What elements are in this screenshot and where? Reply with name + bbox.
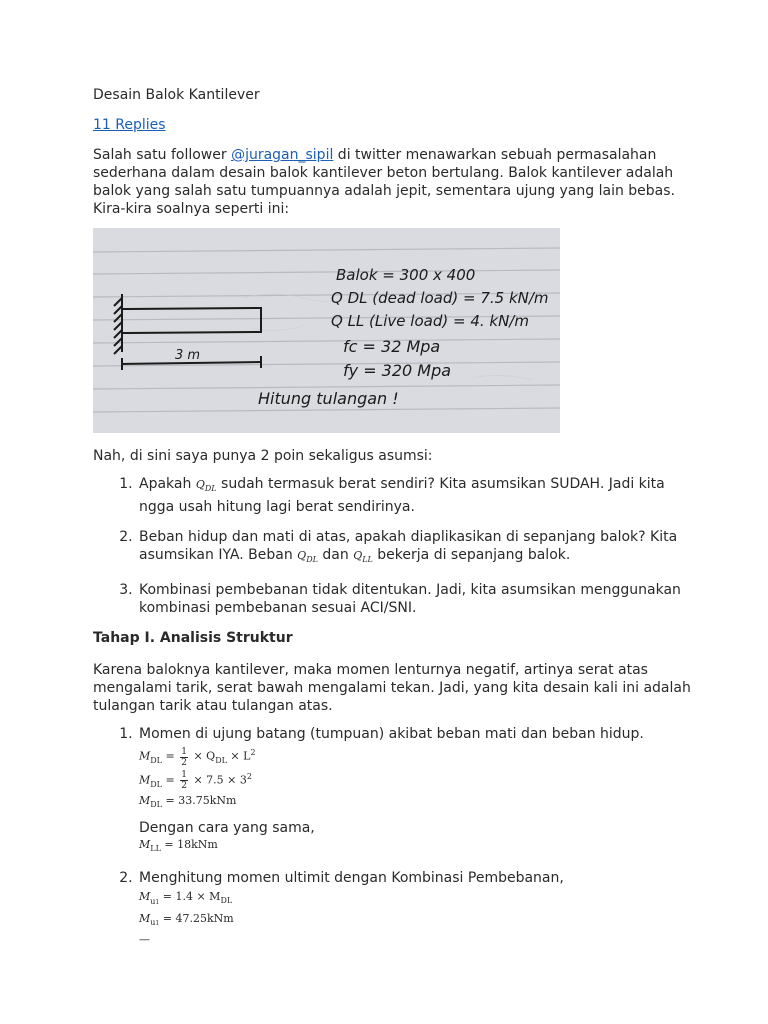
sketch-line-5: fy = 320 Mpa	[343, 361, 452, 380]
list-item	[137, 528, 693, 569]
step-list	[93, 725, 693, 947]
span-label: 3 m	[175, 348, 201, 363]
step-2-text: Menghitung momen ultimit dengan Kombinasi Pembebanan,	[139, 870, 564, 887]
list-item: 3. Kombinasi pembebanan tidak ditentukan. Jadi, kita asumsikan menggunakan kombinasi pembebanan sesuai ACI/SNI.	[137, 581, 693, 617]
equation-block	[139, 889, 693, 947]
equation-block	[139, 745, 693, 813]
sketch-line-2: Q DL (dead load) = 7.5 kN/m	[331, 289, 549, 307]
assumption-2-text-mid: dan	[317, 547, 354, 564]
sketch-line-3: Q LL (Live load) = 4. kN/m	[331, 312, 529, 330]
step-1-text: Momen di ujung batang (tumpuan) akibat beban mati dan beban hidup.	[139, 726, 644, 743]
same-method-text: Dengan cara yang sama,	[139, 820, 315, 837]
list-item	[137, 475, 693, 516]
math-q-dl: $Q_{DL}$	[297, 549, 318, 565]
assumption-list	[93, 475, 693, 617]
sketch-line-1: Balok = 300 x 400	[336, 266, 476, 284]
analysis-paragraph: Karena baloknya kantilever, maka momen lenturnya negatif, artinya serat atas mengalami tarik, serat bawah mengalami tekan. Jadi, yang kita desain kali ini adalah tulangan tarik atau tulangan atas.	[93, 662, 691, 715]
section-heading: Tahap I. Analisis Struktur	[93, 630, 293, 647]
equation-dash: —	[139, 932, 150, 946]
equation: $M_{u1} = 1.4 \times M_{DL}$	[139, 890, 233, 906]
assumption-1-text-after: sudah termasuk berat sendiri? Kita asumsikan SUDAH. Jadi kita ngga usah hitung lagi berat sendirinya.	[139, 476, 665, 516]
equation: $M_{DL} = 33.75kNm$	[139, 794, 237, 810]
page-title: Desain Balok Kantilever	[93, 87, 260, 103]
sketch-line-6: Hitung tulangan !	[258, 389, 399, 408]
article	[93, 86, 693, 960]
assumption-1-text: Apakah	[139, 476, 196, 492]
math-q-dl: $Q_{DL}$	[195, 478, 217, 494]
list-item	[137, 725, 693, 857]
handwritten-problem-photo	[93, 228, 560, 433]
equation: $M_{DL}$ = $\frac{1}{2}$ × $Q_{DL} \times L^2$	[139, 746, 256, 768]
equation: $M_{u1} = 47.25kNm$	[139, 911, 234, 927]
assumption-2-text: Beban hidup dan mati di atas, apakah diaplikasikan di sepanjang balok? Kita asumsikan IYA. Beban	[139, 529, 678, 564]
assumption-intro: Nah, di sini saya punya 2 poin sekaligus asumsi:	[93, 448, 433, 464]
assumption-2-text-after: bekerja di sepanjang balok.	[372, 547, 571, 564]
equation: $M_{LL} = 18kNm$	[139, 838, 218, 854]
intro-paragraph	[93, 146, 693, 218]
intro-text-before: Salah satu follower	[93, 147, 232, 163]
sketch-line-4: fc = 32 Mpa	[343, 337, 441, 356]
math-q-ll: $Q_{LL}$	[353, 549, 373, 565]
twitter-mention-link[interactable]: @juragan_sipil	[231, 147, 334, 163]
list-item	[137, 869, 693, 947]
replies-link[interactable]: 11 Replies	[93, 117, 166, 133]
intro-text-after: di twitter menawarkan sebuah permasalahan sederhana dalam desain balok kantilever beton bertulang. Balok kantilever adalah balok yang salah satu tumpuannya adalah jepit, sementara ujung yang lain bebas. Kira-kira soalnya seperti ini:	[93, 147, 676, 217]
equation: $M_{DL}$ = $\frac{1}{2}$ × $7.5 \times 3^2$	[139, 770, 252, 792]
